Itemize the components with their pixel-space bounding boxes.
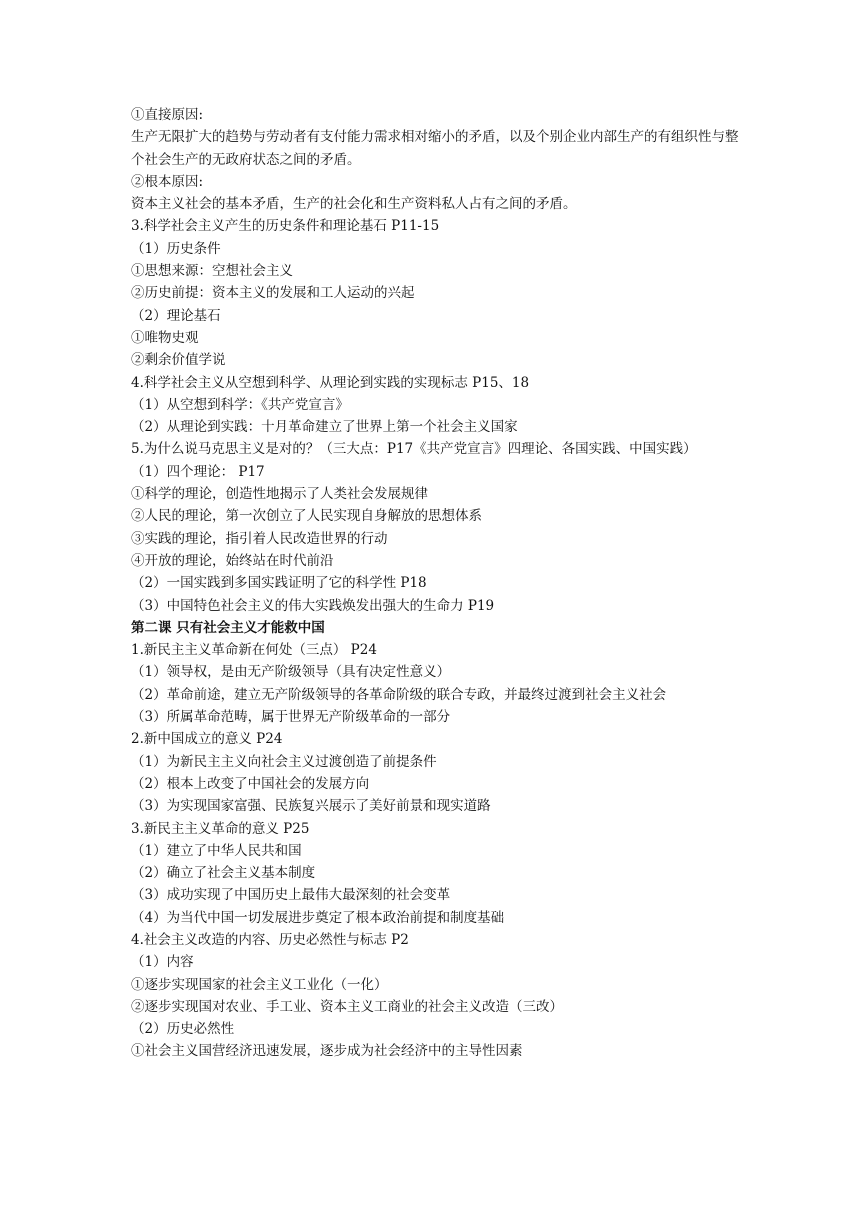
text-line: ①科学的理论，创造性地揭示了人类社会发展规律 <box>131 486 428 503</box>
text-line: （3）所属革命范畴，属于世界无产阶级革命的一部分 <box>131 709 451 726</box>
text-line: 3.科学社会主义产生的历史条件和理论基石 P11-15 <box>131 218 440 235</box>
text-line: ④开放的理论，始终站在时代前沿 <box>131 552 334 569</box>
text-line: ①逐步实现国家的社会主义工业化（一化） <box>131 976 388 993</box>
text-line: （1）四个理论： P17 <box>131 463 265 480</box>
text-line: 生产无限扩大的趋势与劳动者有支付能力需求相对缩小的矛盾，以及个别企业内部生产的有组织性与整个社会生产的无政府状态之间的矛盾。 <box>131 129 739 168</box>
text-line: （2）一国实践到多国实践证明了它的科学性 P18 <box>131 575 427 592</box>
text-line: 1.新民主主义革命新在何处（三点） P24 <box>131 642 377 659</box>
text-line: （1）从空想到科学：《共产党宣言》 <box>131 396 349 413</box>
text-line: ①直接原因: <box>131 107 204 123</box>
text-line: 3.新民主主义革命的意义 P25 <box>131 820 310 837</box>
text-line: ②剩余价值学说 <box>131 352 226 369</box>
text-line: 2.新中国成立的意义 P24 <box>131 731 283 748</box>
text-line: ②人民的理论，第一次创立了人民实现自身解放的思想体系 <box>131 508 482 525</box>
text-line: （2）从理论到实践：十月革命建立了世界上第一个社会主义国家 <box>131 419 518 436</box>
text-line: 4.社会主义改造的内容、历史必然性与标志 P2 <box>131 931 409 948</box>
text-line: 5.为什么说马克思主义是对的？（三大点：P17《共产党宣言》四理论、各国实践、中国实践） <box>131 441 697 458</box>
text-line: （3）成功实现了中国历史上最伟大最深刻的社会变革 <box>131 887 451 904</box>
text-line: （1）内容 <box>131 954 194 971</box>
text-line: ②根本原因: <box>131 173 204 190</box>
text-line: （3）中国特色社会主义的伟大实践焕发出强大的生命力 P19 <box>131 597 495 614</box>
document-page <box>131 104 741 1063</box>
text-line: （4）为当代中国一切发展进步奠定了根本政治前提和制度基础 <box>131 909 505 926</box>
text-line: ①思想来源：空想社会主义 <box>131 263 293 280</box>
text-line: （2）理论基石 <box>131 307 221 324</box>
text-line: ②逐步实现国对农业、手工业、资本主义工商业的社会主义改造（三改） <box>131 998 563 1015</box>
text-line: 资本主义社会的基本矛盾，生产的社会化和生产资料私人占有之间的矛盾。 <box>131 196 577 213</box>
text-line: （3）为实现国家富强、民族复兴展示了美好前景和现实道路 <box>131 798 491 815</box>
text-line: （2）革命前途，建立无产阶级领导的各革命阶级的联合专政，并最终过渡到社会主义社会 <box>131 686 667 703</box>
text-line: 4.科学社会主义从空想到科学、从理论到实践的实现标志 P15、18 <box>131 374 530 391</box>
text-line: （1）建立了中华人民共和国 <box>131 842 302 859</box>
text-line: （1）历史条件 <box>131 240 221 257</box>
text-line: ①社会主义国营经济迅速发展，逐步成为社会经济中的主导性因素 <box>131 1043 523 1060</box>
text-line: ②历史前提：资本主义的发展和工人运动的兴起 <box>131 285 415 302</box>
text-line: （2）根本上改变了中国社会的发展方向 <box>131 775 370 792</box>
text-line: ③实践的理论，指引着人民改造世界的行动 <box>131 530 388 547</box>
section-heading: 第二课 只有社会主义才能救中国 <box>131 619 325 636</box>
text-line: ①唯物史观 <box>131 329 199 346</box>
text-line: （2）历史必然性 <box>131 1021 235 1038</box>
text-line: （1）领导权，是由无产阶级领导（具有决定性意义） <box>131 664 451 681</box>
text-line: （1）为新民主主义向社会主义过渡创造了前提条件 <box>131 753 437 770</box>
text-line: （2）确立了社会主义基本制度 <box>131 865 316 882</box>
